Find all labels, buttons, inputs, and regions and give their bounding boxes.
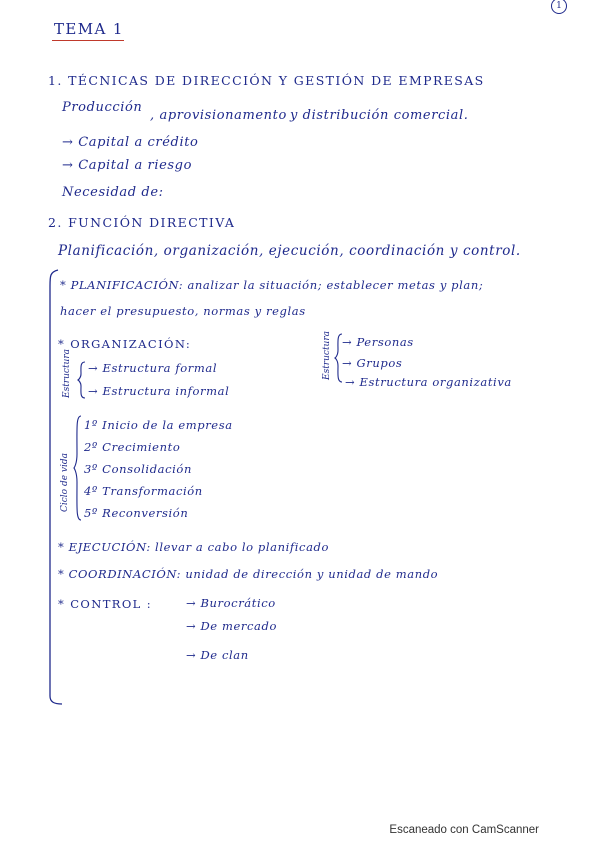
line-aprovisionamiento: , aprovisionamento: [150, 108, 287, 123]
planificacion-2: hacer el presupuesto, normas y reglas: [60, 304, 306, 318]
line-produccion: Producción: [62, 100, 143, 115]
organizacion: * ORGANIZACIÓN:: [58, 337, 192, 351]
scanner-watermark: Escaneado con CamScanner: [389, 824, 539, 836]
ciclo-4: 4º Transformación: [84, 484, 203, 498]
estructura-brace: [76, 360, 88, 400]
functions-line: Planificación, organización, ejecución, coordinación y control.: [58, 243, 521, 259]
ciclo-vertical-label: Ciclo de vida: [60, 452, 70, 512]
coordinacion: * COORDINACIÓN: unidad de dirección y unidad de mando: [58, 567, 439, 581]
planificacion-1: * PLANIFICACIÓN: analizar la situación; establecer metas y plan;: [60, 278, 484, 292]
page-title: TEMA 1: [54, 20, 124, 38]
capital-riesgo: → Capital a riesgo: [62, 158, 193, 173]
control: * CONTROL :: [58, 597, 153, 611]
page-number: 1: [551, 0, 567, 14]
control-mercado: → De mercado: [186, 619, 277, 633]
personas: → Personas: [342, 335, 414, 349]
control-clan: → De clan: [186, 648, 249, 662]
grupos: → Grupos: [342, 356, 403, 370]
estructura-organizativa: → Estructura organizativa: [345, 375, 512, 389]
ciclo-brace: [72, 414, 84, 522]
estructura-side-label: Estructura: [322, 330, 332, 380]
estructura-vertical-label: Estructura: [62, 348, 72, 398]
ciclo-1: 1º Inicio de la empresa: [84, 418, 233, 432]
ciclo-5: 5º Reconversión: [84, 506, 189, 520]
line-distribucion: y distribución comercial.: [290, 108, 469, 123]
control-burocratico: → Burocrático: [186, 596, 276, 610]
ciclo-3: 3º Consolidación: [84, 462, 192, 476]
title-underline: [52, 40, 124, 41]
ciclo-2: 2º Crecimiento: [84, 440, 181, 454]
capital-credito: → Capital a crédito: [62, 135, 199, 150]
estructura-informal: → Estructura informal: [88, 384, 230, 398]
estructura-formal: → Estructura formal: [88, 361, 218, 375]
section2-heading: 2. FUNCIÓN DIRECTIVA: [48, 215, 236, 230]
section1-heading: 1. TÉCNICAS DE DIRECCIÓN Y GESTIÓN DE EMPRESAS: [48, 73, 485, 88]
necesidad: Necesidad de:: [62, 185, 164, 200]
ejecucion: * EJECUCIÓN: llevar a cabo lo planificado: [58, 540, 330, 554]
